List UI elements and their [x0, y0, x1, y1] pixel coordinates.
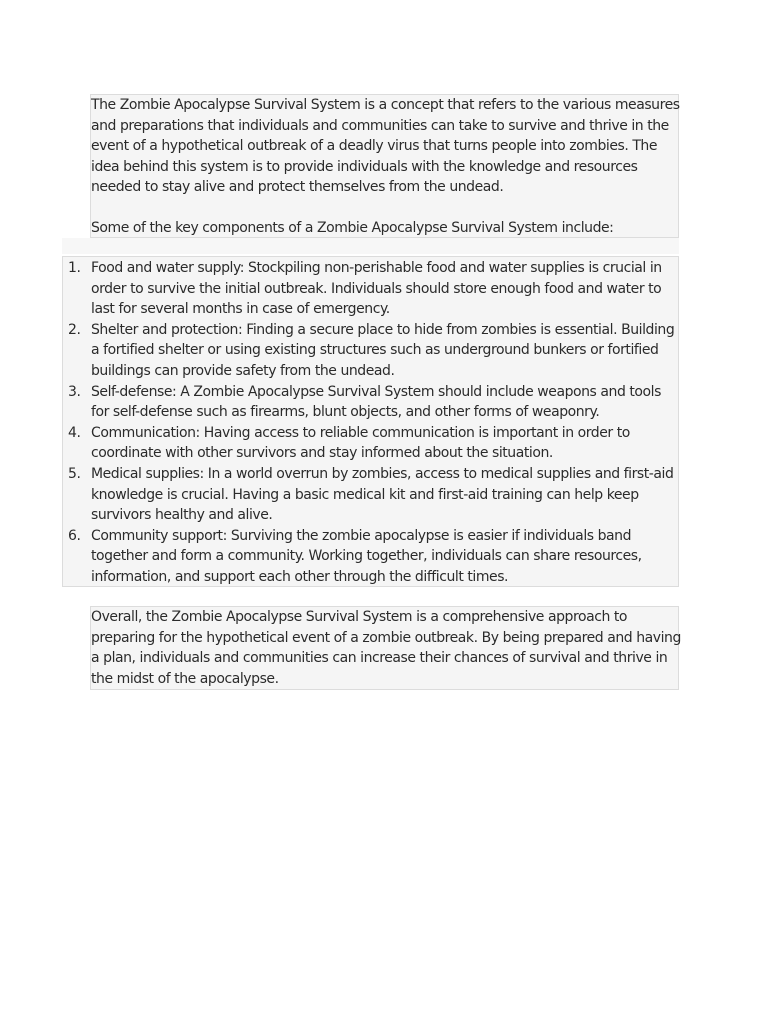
list-item-number: 3.	[68, 383, 81, 400]
list-item-number: 4.	[68, 424, 81, 441]
list-item-text: Community support: Surviving the zombie apocalypse is easier if individuals band together and form a community. Working together, individuals can share resources, information, and support each other through the difficult times.	[91, 527, 642, 585]
list-item-text: Medical supplies: In a world overrun by zombies, access to medical supplies and first-aid knowledge is crucial. Having a basic medical kit and first-aid training can help keep survivors healthy and alive.	[91, 465, 674, 524]
section-divider	[62, 238, 679, 254]
list-item	[63, 423, 680, 464]
intro-lead-in: Some of the key components of a Zombie Apocalypse Survival System include:	[91, 220, 614, 236]
list-item-text: Self-defense: A Zombie Apocalypse Survival System should include weapons and tools for self-defense such as firearms, blunt objects, and other forms of weaponry.	[91, 383, 661, 421]
conclusion-paragraph: Overall, the Zombie Apocalypse Survival System is a comprehensive approach to preparing for the hypothetical event of a zombie outbreak. By being prepared and having a plan, individuals and communities can increase their chances of survival and thrive in the midst of the apocalypse.	[91, 609, 681, 687]
list-item-text: Food and water supply: Stockpiling non-perishable food and water supplies is crucial in order to survive the initial outbreak. Individuals should store enough food and water to last for several months in case of emergency.	[91, 260, 662, 318]
list-item	[63, 526, 680, 588]
list-item-text: Shelter and protection: Finding a secure place to hide from zombies is essential. Building a fortified shelter or using existing structures such as underground bunkers or fortified buildings can provide safety from the undead.	[91, 321, 675, 379]
list-item	[63, 258, 680, 320]
list-item-number: 5.	[68, 465, 81, 482]
list-item	[63, 464, 680, 526]
list-item-number: 1.	[68, 260, 81, 276]
intro-section	[90, 94, 679, 238]
list-item-number: 2.	[68, 321, 81, 338]
list-item-number: 6.	[68, 527, 81, 544]
list-item	[63, 382, 680, 423]
list-item-text: Communication: Having access to reliable communication is important in order to coordinate with other survivors and stay informed about the situation.	[91, 424, 630, 462]
list-item	[63, 320, 680, 382]
components-section	[62, 256, 679, 587]
conclusion-section	[90, 606, 679, 690]
components-list	[63, 258, 680, 588]
intro-paragraph: The Zombie Apocalypse Survival System is a concept that refers to the various measures and preparations that individuals and communities can take to survive and thrive in the event of a hypothetical outbreak of a deadly virus that turns people into zombies. The idea behind this system is to provide individuals with the knowledge and resources needed to stay alive and protect themselves from the undead.	[91, 97, 680, 196]
